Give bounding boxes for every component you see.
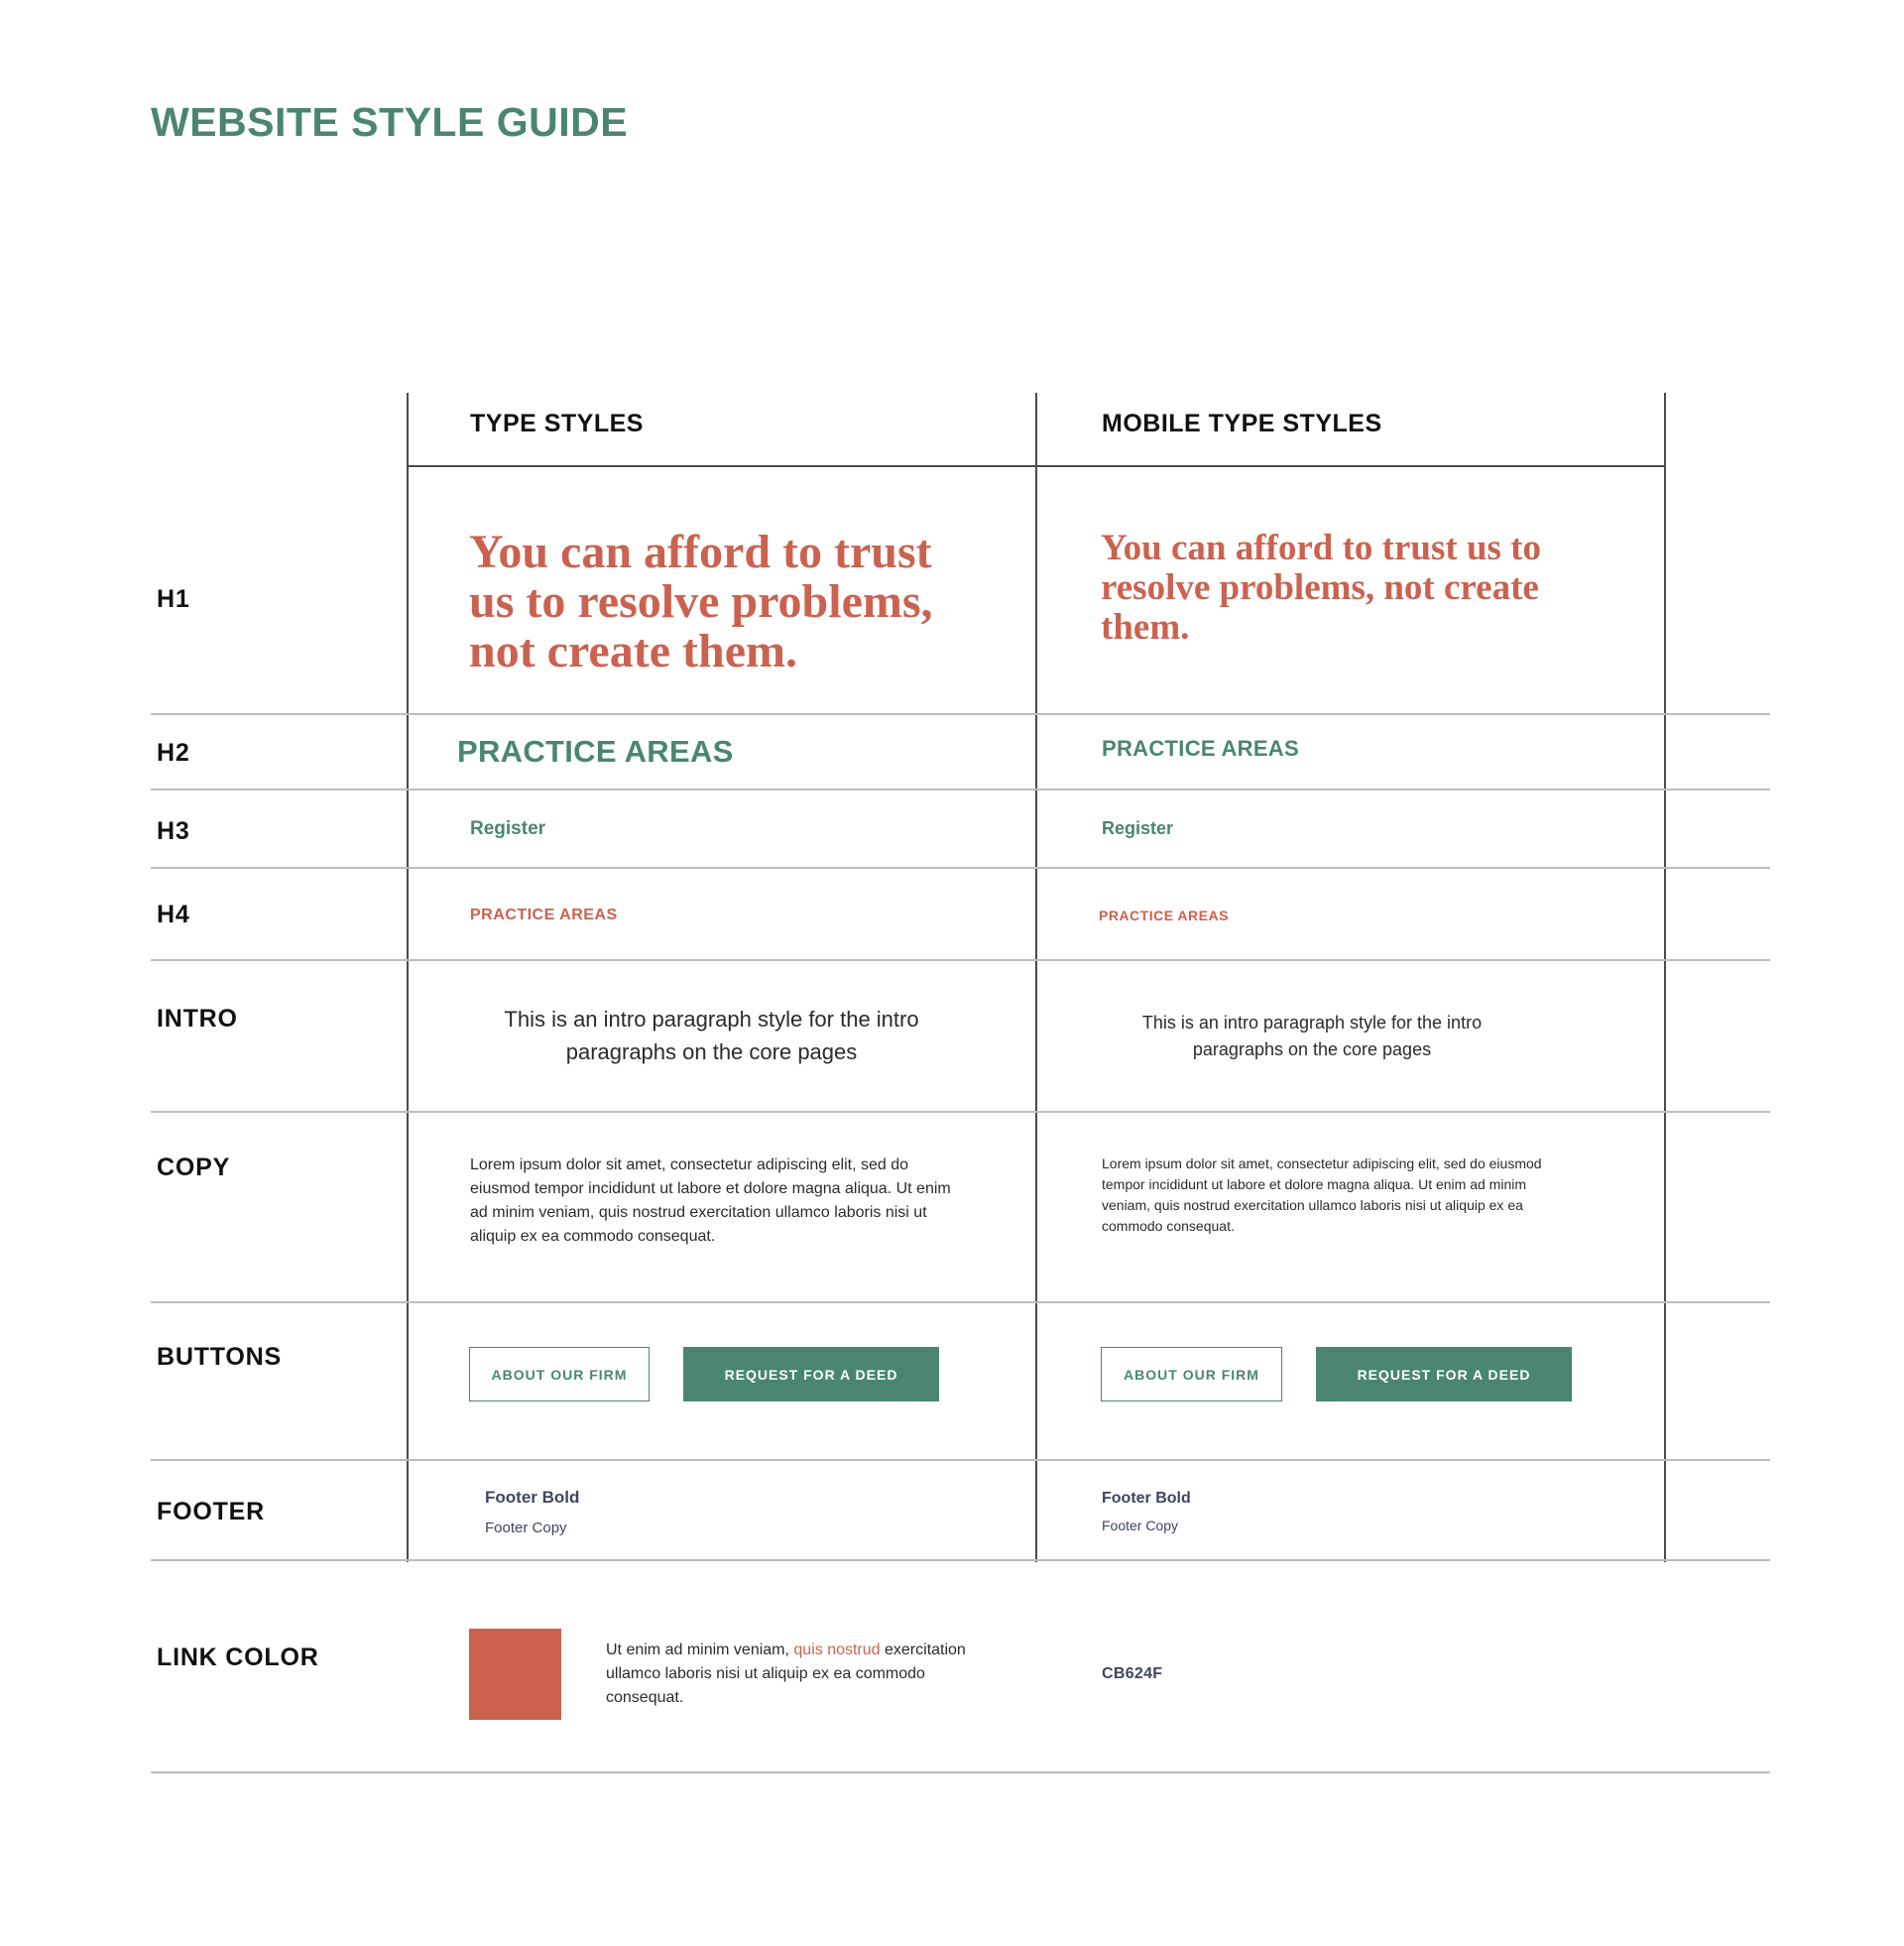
copy-sample-mobile: Lorem ipsum dolor sit amet, consectetur adipiscing elit, sed do eiusmod tempor incididunt ut labore et dolore magna aliqua. Ut enim ad minim veniam, quis nostrud exercitation ullamco laboris nisi ut aliquip ex ea commodo consequat.: [1102, 1155, 1542, 1234]
divider-row: [151, 1111, 1770, 1113]
footer-copy-mobile: Footer Copy: [1102, 1518, 1179, 1533]
footer-bold-mobile: Footer Bold: [1102, 1490, 1191, 1507]
h3-sample-mobile: Register: [1102, 818, 1174, 838]
request-for-a-deed-button-mobile[interactable]: REQUEST FOR A DEED: [1316, 1347, 1572, 1401]
link-sample-text-before: Ut enim ad minim veniam,: [606, 1642, 794, 1658]
link-sample-paragraph: [606, 1639, 973, 1710]
divider-row: [151, 1301, 1770, 1303]
column-header-mobile-type-styles: MOBILE TYPE STYLES: [1102, 410, 1382, 437]
about-our-firm-button-mobile[interactable]: ABOUT OUR FIRM: [1101, 1347, 1282, 1401]
h2-sample-mobile: PRACTICE AREAS: [1102, 736, 1299, 761]
link-sample-text-after: exercitation ullamco laboris nisi ut aliquip ex ea commodo consequat.: [606, 1642, 966, 1706]
link-color-swatch: [469, 1629, 561, 1720]
intro-sample-mobile: This is an intro paragraph style for the intro paragraphs on the core pages: [1141, 1013, 1483, 1059]
row-label-h3: H3: [157, 817, 190, 845]
row-label-link-color: LINK COLOR: [157, 1643, 319, 1671]
row-label-footer: FOOTER: [157, 1498, 265, 1525]
divider-row: [151, 789, 1770, 791]
h3-sample-desktop: Register: [470, 818, 546, 839]
row-label-h2: H2: [157, 739, 190, 767]
row-label-h1: H1: [157, 585, 190, 613]
divider-row: [151, 959, 1770, 961]
copy-sample-desktop: Lorem ipsum dolor sit amet, consectetur adipiscing elit, sed do eiusmod tempor incididunt ut labore et dolore magna aliqua. Ut enim ad minim veniam, quis nostrud exercitation ullamco laboris nisi ut aliquip ex ea commodo consequat.: [470, 1156, 951, 1245]
h1-sample-mobile: You can afford to trust us to resolve problems, not create them.: [1101, 528, 1541, 648]
about-our-firm-button[interactable]: ABOUT OUR FIRM: [469, 1347, 650, 1401]
h4-sample-mobile: PRACTICE AREAS: [1099, 908, 1229, 923]
divider-row: [151, 867, 1770, 869]
footer-bold-desktop: Footer Bold: [485, 1488, 580, 1507]
divider-header: [407, 465, 1665, 467]
footer-copy-desktop: Footer Copy: [485, 1520, 567, 1536]
row-label-h4: H4: [157, 901, 190, 928]
divider-row: [151, 1771, 1770, 1773]
link-sample-link[interactable]: quis nostrud: [793, 1642, 881, 1658]
divider-vertical: [407, 393, 409, 1562]
divider-row: [151, 1559, 1770, 1561]
h2-sample-desktop: PRACTICE AREAS: [457, 734, 734, 769]
divider-vertical: [1664, 393, 1666, 1562]
column-header-type-styles: TYPE STYLES: [470, 410, 644, 437]
h1-sample-desktop: You can afford to trust us to resolve problems, not create them.: [469, 526, 933, 677]
request-for-a-deed-button[interactable]: REQUEST FOR A DEED: [683, 1347, 939, 1401]
link-color-hex: CB624F: [1102, 1665, 1163, 1682]
page-title: WEBSITE STYLE GUIDE: [151, 99, 629, 145]
divider-row: [151, 1459, 1770, 1461]
intro-sample-desktop: This is an intro paragraph style for the intro paragraphs on the core pages: [504, 1007, 919, 1064]
row-label-copy: COPY: [157, 1154, 231, 1181]
row-label-buttons: BUTTONS: [157, 1343, 282, 1371]
h4-sample-desktop: PRACTICE AREAS: [470, 907, 618, 923]
divider-vertical: [1035, 393, 1037, 1562]
divider-row: [151, 713, 1770, 715]
row-label-intro: INTRO: [157, 1005, 238, 1033]
